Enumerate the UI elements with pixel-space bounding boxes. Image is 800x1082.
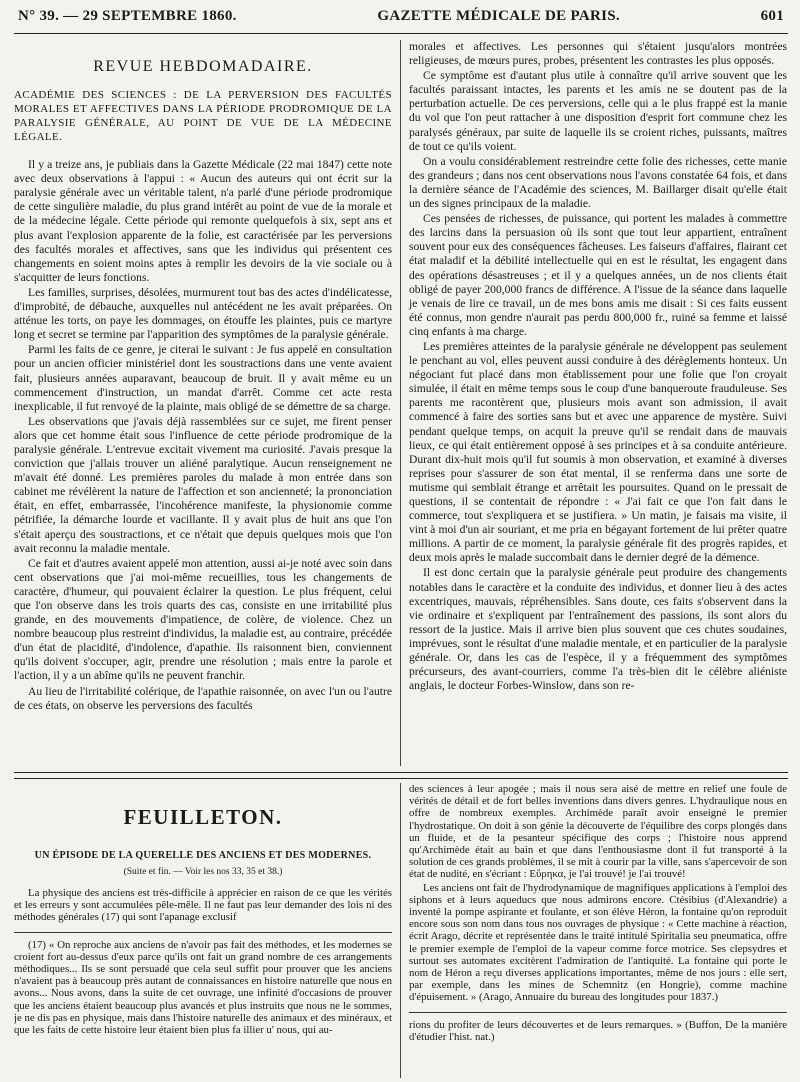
revue-paragraph: Les familles, surprises, désolées, murmurent tout bas des actes d'indélicatesse, d'improbité, de débauche, auxquelles nul antécédent ne les avait préparées. On atténue les torts, on paye les dommages, on étouffe les plaintes, puis ce martyre long et secret se termine par l'apparition des symptômes de la paralysie générale. — [14, 285, 392, 342]
feuilleton-separator — [14, 772, 788, 779]
revue-paragraph: Ces pensées de richesses, de puissance, qui portent les malades à commettre des larcins dans la persuasion où ils sont que tout leur appartient, entraînent souvent pour eux des conséquences fâcheuses. Les faiseurs d'affaires, flairant cet état maladif et la débilité intellectuelle qui en est le résultat, les engagent dans des opérations désastreuses ; et il y a quelques années, un de nos clients était obligé de payer 200,000 francs de différence. A l'issue de la séance dans laquelle je venais de lire ce travail, un de mes bons amis me disait : Si ces faits eussent été connus, mon gendre n'aurait pas perdu 800,000 fr., ruiné sa femme et laissé cinq enfants à ma charge. — [409, 212, 787, 338]
revue-rubric: REVUE HEBDOMADAIRE. — [93, 58, 313, 75]
newspaper-page — [14, 8, 788, 1074]
footnote-rule — [409, 1012, 787, 1013]
revue-left-column — [14, 40, 400, 766]
episode-heading: UN ÉPISODE DE LA QUERELLE DES ANCIENS ET DES MODERNES. — [34, 850, 372, 861]
revue-paragraph: Ce fait et d'autres avaient appelé mon attention, aussi ai-je noté avec soin dans cent observations que j'ai moi-même recueillies, tous les changements de caractère, d'humeur, qui pouvaient éclairer la question. Le plus fréquent, celui que l'on observe dans les trois quarts des cas, consiste en une irritabilité plus grande, en des mouvements d'impatience, de colère, de violence. Chez un nombre beaucoup plus restreint d'individus, la maladie est, au contraire, précédée d'un état de placidité, d'indolence, d'apathie. Ils raisonnent bien, conviennent qu'ils doivent s'occuper, agir, prendre une résolution ; mais entre la parole et l'action, il y a un abîme qu'ils ne peuvent franchir. — [14, 556, 392, 683]
revue-right-column — [400, 40, 787, 766]
page-number: 601 — [760, 8, 784, 24]
revue-paragraph: morales et affectives. Les personnes qui s'étaient jusqu'alors montrées religieuses, de mœurs pures, probes, présentent les contrastes les plus opposés. — [409, 40, 787, 68]
footnote: (17) « On reproche aux anciens de n'avoir pas fait des méthodes, et les modernes se croient fort au-dessus d'eux parce qu'ils ont fait un grand nombre de ces arrangements méthodiques... Ils se sont persuadé que cela seul suffit pour prouver que les anciens n'avaient pas à beaucoup près autant de connaissances en histoire naturelle que nous en avons... Nous avons, dans la suite de cet ouvrage, une infinité d'occasions de prouver que les anciens étaient beaucoup plus avancés et plus instruits que nous ne le sommes, je ne dis pas en physique, mais dans l'histoire naturelle des animaux et des minéraux, et que les faits de cette histoire leur étaient bien plus fa illier u' nous, qui au- — [14, 938, 392, 1037]
footnote-continued: rions du profiter de leurs découvertes et de leurs remarques. » (Buffon, De la manière d'étudier l'hist. nat.) — [409, 1018, 787, 1043]
revue-paragraph: Ce symptôme est d'autant plus utile à connaître qu'il arrive souvent que les facultés paraissant intactes, les parents et les amis ne se doutent pas de la perturbation actuelle. De ces perversions, celle qui a le plus frappé est la manie du vol que l'on peut rattacher à une disposition d'esprit fort commune chez les paralysés généraux, par suite de laquelle ils se croient riches, puissants, maîtres de tout ce qu'ils voient. — [409, 69, 787, 153]
revue-paragraph: On a voulu considérablement restreindre cette folie des richesses, cette manie des grandeurs ; dans nos cent observations nous l'avons constatée 64 fois, et dans la dernière séance de l'Académie des sciences, M. Baillarger disait qu'elle était un des signes principaux de la maladie. — [409, 154, 787, 211]
main-columns — [14, 40, 788, 766]
feuilleton-paragraph: Les anciens ont fait de l'hydrodynamique de magnifiques applications à l'emploi des siphons et à leurs aqueducs que nous admirons encore. Ctésibius (d'Alexandrie) a inventé la pompe aspirante et foulante, et son élève Héron, la fontaine qu'on reproduit encore sous son nom dans tous nos ouvrages de physique : « Cette machine à réaction, écrit Arago, décrite et représentée dans le traité intitulé Spiritalia seu pneumatica, offre le premier exemple de l'emploi de la vapeur comme force motrice. Ses clepsydres et surtout ses automates excitèrent l'admiration de l'antiquité. La fontaine qui porte le nom de Héron a reçu diverses applications importantes, même de nos jours : elle sert, par exemple, dans les mines de Schemnitz (en Hongrie), comme machine d'épuisement. » (Arago, Annuaire du bureau des longitudes pour 1837.) — [409, 881, 787, 1004]
revue-paragraph: Les observations que j'avais déjà rassemblées sur ce sujet, me firent penser alors que cet homme était sous l'influence de cette période prodromique de la paralysie générale. L'entrevue excitait vivement ma curiosité. J'avais presque la conviction que j'allais trouver un aliéné paralytique. Aucun renseignement ne m'avait été donné. Les premières paroles du malade à mon entrée dans son cabinet me révélèrent la nature de l'affection et son ancienneté; la prononciation était, en effet, embarrassée, l'incohérence manifeste, la physionomie comme pétrifiée, la démarche lourde et vacillante. Il y avait plus de huit ans que l'on s'était aperçu des soustractions, et ce n'était que depuis quelques mois que l'on avait reconnu la maladie mentale. — [14, 414, 392, 555]
article-heading: ACADÉMIE DES SCIENCES : DE LA PERVERSION DES FACULTÉS MORALES ET AFFECTIVES DANS LA PÉRIODE PRODROMIQUE DE LA PARALYSIE GÉNÉRALE, AU POINT DE VUE DE LA MÉDECINE LÉGALE. — [14, 89, 392, 144]
feuilleton-title: FEUILLETON. — [123, 805, 283, 829]
revue-paragraph: Les premières atteintes de la paralysie générale ne développent pas seulement le penchant au vol, elles peuvent aussi conduire à des dérèglements honteux. Un négociant fut placé dans mon établissement pour une folie que l'on croyait simulée, il était en même temps sous le coup d'une banqueroute frauduleuse. Ses parents me racontèrent que, plusieurs mois avant son admission, il avait commencé à faire des sorties sans but et avec une apparence de mystère. Suivi pendant quelque temps, on acquit la preuve qu'il se rendait dans de mauvais lieux, ce qui était entièrement opposé à ses principes et à sa conduite antérieure. Durant dix-huit mois qu'il fut soumis à mon observation, et examiné à diverses reprises pour s'assurer de son état mental, il se renferma dans une sorte de mutisme qui semblait étrange et arrêtait les poursuites. Quand on le pressait de questions, il se contentait de répondre : « J'ai fait ce que l'on fait dans le commerce, tout s'expliquera et se justifiera. » Un matin, je faisais ma visite, il vint à moi d'un air souriant, et me pria en bégayant fortement de lui prêter quatre millions. A partir de ce moment, la paralysie générale fit des progrès rapides, et deux mois après le malade succombait dans le dernier degré de la démence. — [409, 339, 787, 565]
suite-note: (Suite et fin. — Voir les nos 33, 35 et 38.) — [123, 867, 283, 877]
issue-number: N° 39. — 29 SEPTEMBRE 1860. — [18, 8, 237, 24]
revue-paragraph: Il est donc certain que la paralysie générale peut produire des changements notables dans le caractère et la conduite des individus, et donner lieu à des actes excentriques, mauvais, répréhensibles. Sans doute, ces faits s'observent dans la vie ordinaire et s'expliquent par l'entraînement des passions, ils sont alors du ressort de la justice. Mais il arrive bien plus souvent que ces chutes soudaines, imprévues, sont le résultat d'une maladie mentale, et en particulier de la paralysie générale. Or, dans les cas de l'espèce, il y a fréquemment des symptômes précurseurs, des avant-courriers, comme l'a très-bien dit le célèbre aliéniste anglais, le docteur Forbes-Winslow, dans son re- — [409, 566, 787, 693]
feuilleton-left-column — [14, 783, 400, 1078]
feuilleton-right-column — [400, 783, 787, 1078]
feuilleton-columns — [14, 783, 788, 1078]
feuilleton-paragraph: La physique des anciens est très-difficile à apprécier en raison de ce que les vérités et les erreurs y sont accumulées pêle-mêle. Il ne faut pas leur demander des lois ni des méthodes générales (17) qui sont l'apanage exclusif — [14, 887, 392, 924]
revue-paragraph: Parmi les faits de ce genre, je citerai le suivant : Je fus appelé en consultation pour un ancien officier ministériel dont les soustractions dans une vente avaient fait, plusieurs années auparavant, beaucoup de bruit. Il y avait même eu un commencement d'instruction, un mandat d'arrêt. Comme cet acte resta inexplicable, il fut renvoyé de la plainte, mais obligé de se démettre de sa charge. — [14, 343, 392, 413]
page-header — [14, 8, 788, 34]
footnote-rule — [14, 932, 392, 933]
journal-title: GAZETTE MÉDICALE DE PARIS. — [377, 8, 620, 24]
revue-paragraph: Au lieu de l'irritabilité colérique, de l'apathie raisonnée, on avec l'un ou l'autre de ces états, on observe les perversions des facultés — [14, 684, 392, 712]
revue-paragraph: Il y a treize ans, je publiais dans la Gazette Médicale (22 mai 1847) cette note avec deux observations à l'appui : « Aucun des auteurs qui ont écrit sur la paralysie générale avec un véritable talent, n'a parlé d'une période prodromique de cette singulière maladie, du plus grand intérêt au point de vue de la morale et de la médecine légale. Cette période qui remonte quelquefois à six, sept ans et plus avant l'explosion apparente de la folie, est caractérisée par les perversions des facultés morales et affectives, sans que les individus qui présentent ces changements en soient moins aptes à remplir les devoirs de la vie sociale ou à s'acquitter de leurs fonctions. — [14, 158, 392, 284]
feuilleton-paragraph: des sciences à leur apogée ; mais il nous sera aisé de mettre en relief une foule de vérités de détail et de fort belles inventions dans divers genres. L'hydraulique nous en offre de nombreux exemples. Archimède paraît avoir enseigné le premier l'hydrostatique. On doit à son génie la découverte de l'équilibre des corps plongés dans un fluide, et de la pesanteur spécifique des corps ; l'histoire nous apprend qu'Archimède était au bain et que dans l'enthousiasme dont il fut transporté à la solution de ces grands problèmes, il se mit à courir par la ville, sans s'apercevoir de son état de nudité, en s'écriant : Εὕρηκα, je l'ai trouvé! je l'ai trouvé! — [409, 783, 787, 881]
